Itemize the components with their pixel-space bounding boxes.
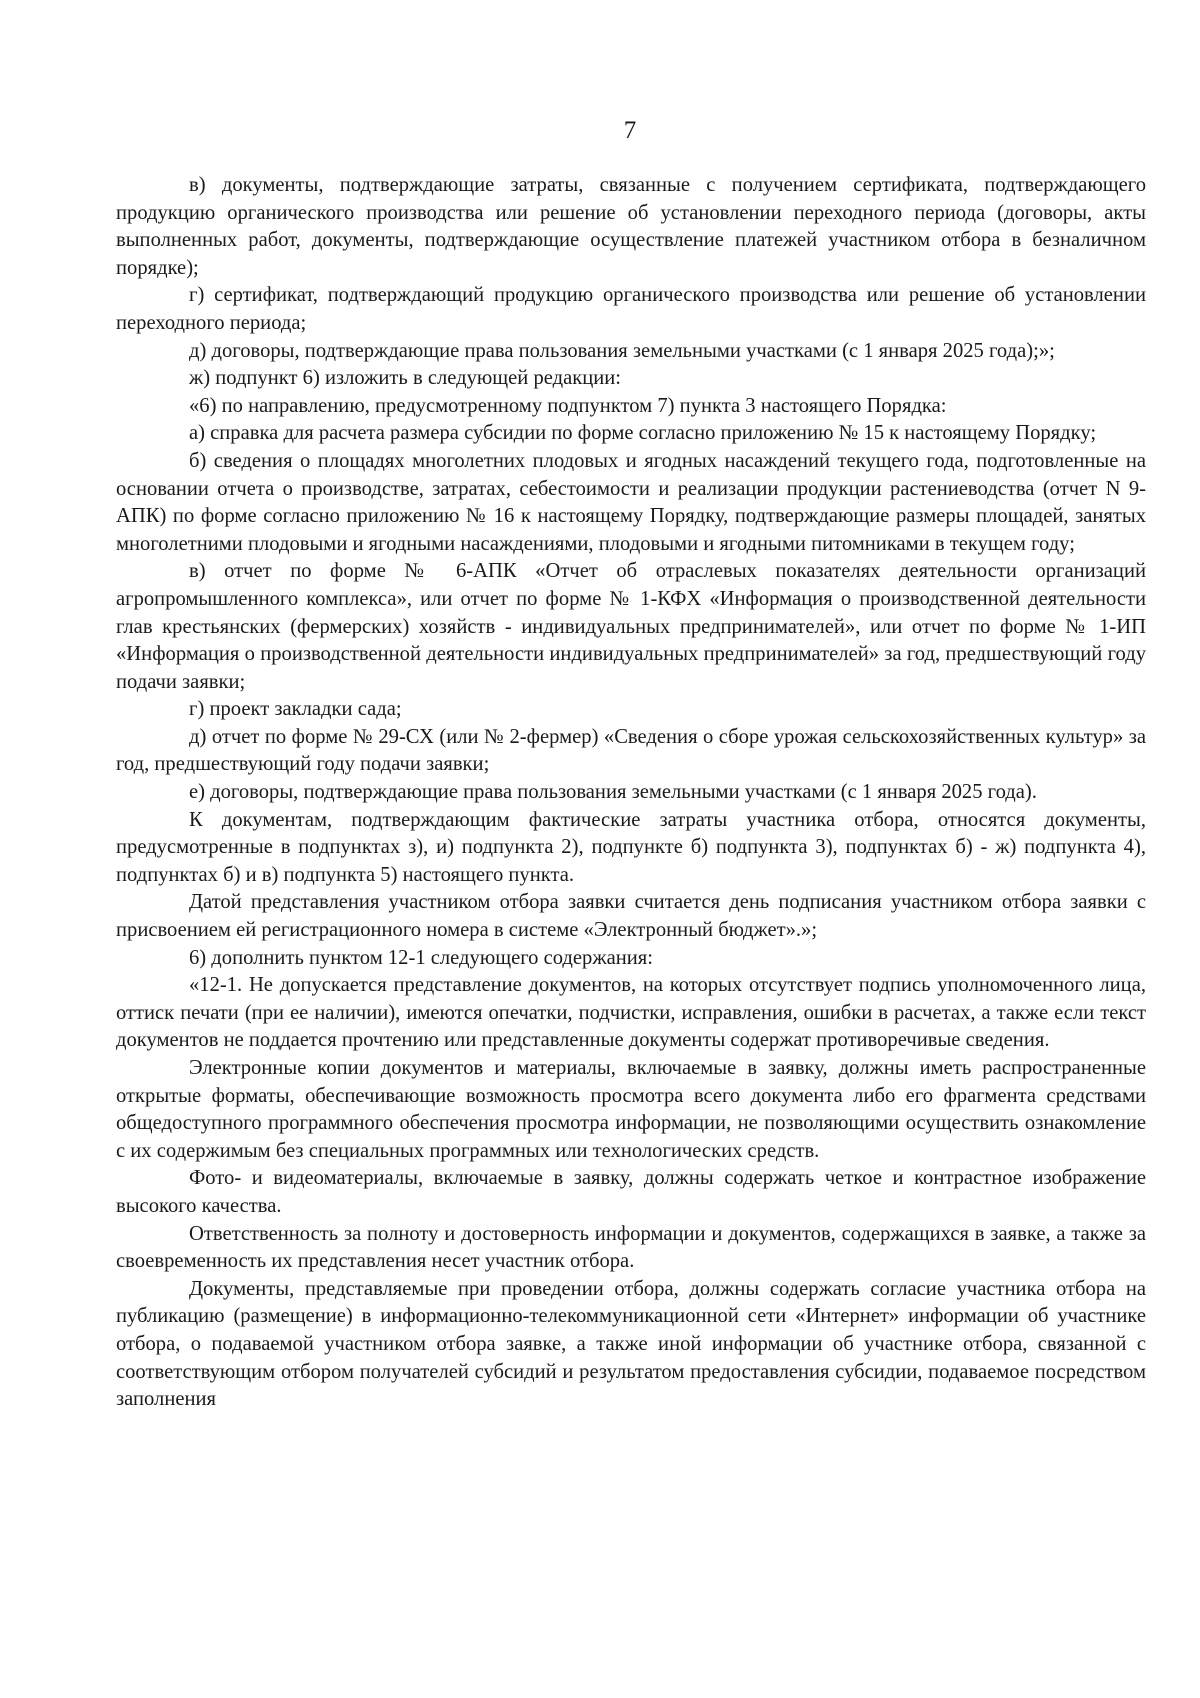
- paragraph-photo-video: Фото- и видеоматериалы, включаемые в заявку, должны содержать четкое и контрастное изображение высокого качества.: [116, 1167, 1146, 1217]
- paragraph-g-certificate: г) сертификат, подтверждающий продукцию органического производства или решение об установлении переходного периода;: [116, 284, 1146, 334]
- paragraph-e-land-contracts: е) договоры, подтверждающие права пользования земельными участками (с 1 января 2025 года).: [189, 781, 1037, 804]
- paragraph-electronic-copies: Электронные копии документов и материалы, включаемые в заявку, должны иметь распространенные открытые форматы, обеспечивающие возможность просмотра всего документа либо его фрагмента средствами общедоступного программного обеспечения просмотра информации, не позволяющими осуществить ознакомление с их содержимым без специальных программных или технологических средств.: [116, 1057, 1146, 1162]
- page-number: 7: [623, 117, 637, 144]
- paragraph-g-garden-project: г) проект закладки сада;: [189, 698, 402, 721]
- paragraph-b-plantation-area: б) сведения о площадях многолетних плодовых и ягодных насаждений текущего года, подготовленные на основании отчета о производстве, затратах, себестоимости и реализации продукции растениеводства (отчет N 9-АПК) по форме согласно приложению № 16 к настоящему Порядку, подтверждающие размеры площадей, занятых многолетними плодовыми и ягодными насаждениями, плодовыми и ягодными питомниками в текущем году;: [116, 449, 1146, 555]
- paragraph-d-land-contracts: д) договоры, подтверждающие права пользования земельными участками (с 1 января 2025 года);»;: [189, 339, 1055, 362]
- paragraph-publication-consent: Документы, представляемые при проведении отбора, должны содержать согласие участника отбора на публикацию (размещение) в информационно-телекоммуникационной сети «Интернет» информации об участнике отбора, о подаваемой участником отбора заявке, а также иной информации об участнике отбора, связанной с соответствующим отбором получателей субсидий и результатом предоставления субсидии, подаваемое посредством заполнения: [116, 1277, 1146, 1411]
- paragraph-6-add-point: 6) дополнить пунктом 12-1 следующего содержания:: [189, 946, 653, 969]
- paragraph-v-certificate-costs: в) документы, подтверждающие затраты, связанные с получением сертификата, подтверждающего продукцию органического производства или решение об установлении переходного периода (договоры, акты выполненных работ, документы, подтверждающие осуществление платежей участником отбора в безналичном порядке);: [116, 174, 1146, 279]
- document-body: [116, 172, 1146, 1414]
- paragraph-submission-date: Датой представления участником отбора заявки считается день подписания участником отбора заявки с присвоением ей регистрационного номера в системе «Электронный бюджет».»;: [116, 891, 1146, 942]
- paragraph-responsibility: Ответственность за полноту и достоверность информации и документов, содержащихся в заявке, а также за своевременность их представления несет участник отбора.: [116, 1222, 1146, 1273]
- paragraph-6-direction: «6) по направлению, предусмотренному подпунктом 7) пункта 3 настоящего Порядка:: [189, 394, 947, 417]
- paragraph-zh-amendment: ж) подпункт 6) изложить в следующей редакции:: [189, 367, 622, 390]
- paragraph-a-subsidy-reference: а) справка для расчета размера субсидии по форме согласно приложению № 15 к настоящему Порядку;: [189, 422, 1097, 445]
- paragraph-12-1-restrictions: «12-1. Не допускается представление документов, на которых отсутствует подпись уполномоченного лица, оттиск печати (при ее наличии), имеются опечатки, подчистки, исправления, ошибки в расчетах, а также если текст документов не поддается прочтению или представленные документы содержат противоречивые сведения.: [116, 974, 1146, 1052]
- paragraph-v-reports: в) отчет по форме № 6-АПК «Отчет об отраслевых показателях деятельности организаций агропромышленного комплекса», или отчет по форме № 1-КФХ «Информация о производственной деятельности глав крестьянских (фермерских) хозяйств - индивидуальных предпринимателей», или отчет по форме № 1-ИП «Информация о производственной деятельности индивидуальных предпринимателей» за год, предшествующий году подачи заявки;: [116, 560, 1146, 693]
- paragraph-actual-costs-documents: К документам, подтверждающим фактические затраты участника отбора, относятся документы, предусмотренные в подпунктах з), и) подпункта 2), подпункте б) подпункта 3), подпунктах б) - ж) подпункта 4), подпунктах б) и в) подпункта 5) настоящего пункта.: [116, 808, 1146, 886]
- paragraph-d-harvest-report: д) отчет по форме № 29-СХ (или № 2-фермер) «Сведения о сборе урожая сельскохозяйственных культур» за год, предшествующий году подачи заявки;: [116, 725, 1146, 776]
